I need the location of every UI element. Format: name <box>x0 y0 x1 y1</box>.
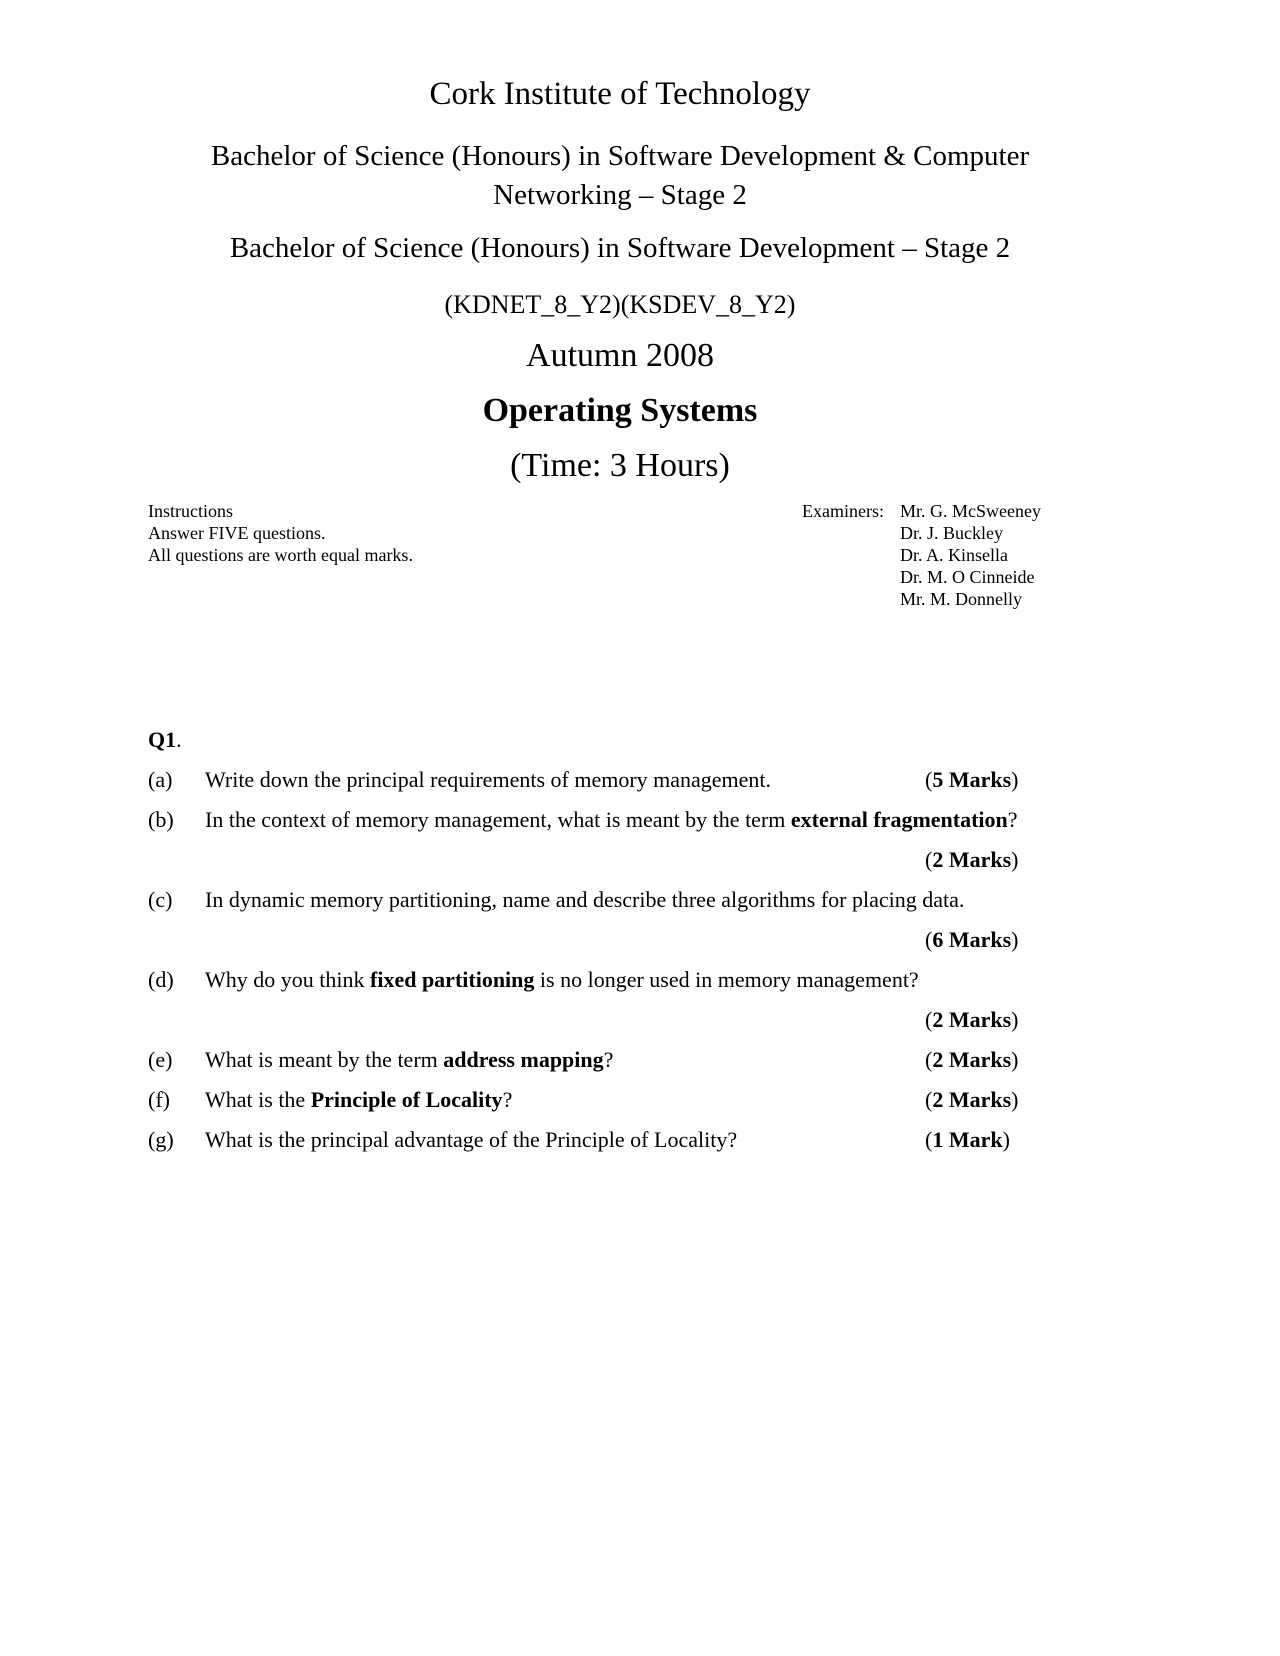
examiner-name: Mr. G. McSweeney <box>900 501 1041 521</box>
marks-open: ( <box>925 1007 933 1032</box>
part-c-marks <box>925 927 1018 953</box>
marks-close: ) <box>1011 767 1019 792</box>
marks-value: 2 Marks <box>932 1047 1012 1072</box>
marks-value: 2 Marks <box>932 1087 1012 1112</box>
part-letter: (g) <box>148 1127 174 1152</box>
part-text-plain: In the context of memory management, what is meant by the term <box>205 807 791 832</box>
marks-open: ( <box>925 767 933 792</box>
part-text-plain: In dynamic memory partitioning, name and describe three algorithms for placing data. <box>205 887 965 912</box>
programme-title-alt: Bachelor of Science (Honours) in Software Development – Stage 2 <box>229 232 1011 264</box>
instructions-block <box>148 500 413 566</box>
marks-value: 1 Mark <box>932 1127 1003 1152</box>
part-text-plain: What is the <box>205 1087 311 1112</box>
part-letter: (a) <box>148 767 173 792</box>
examiners-label: Examiners: <box>802 501 884 521</box>
part-f-marks <box>925 1087 1018 1113</box>
part-letter: (e) <box>148 1047 173 1072</box>
marks-open: ( <box>925 1127 933 1152</box>
part-a-marks <box>925 767 1018 793</box>
part-b-marks <box>925 847 1018 873</box>
examiners-block <box>802 500 1041 610</box>
marks-open: ( <box>925 847 933 872</box>
marks-close: ) <box>1002 1127 1010 1152</box>
part-text <box>205 1047 613 1073</box>
marks-value: 5 Marks <box>932 767 1012 792</box>
part-text <box>205 967 919 993</box>
part-text <box>205 767 771 793</box>
marks-close: ) <box>1011 847 1019 872</box>
exam-session: Autumn 2008 <box>526 337 714 374</box>
programme-title-line1: Bachelor of Science (Honours) in Software Development & Computer <box>210 140 1030 172</box>
part-text <box>205 1087 512 1113</box>
programme-title <box>0 137 1240 215</box>
part-text-term: fixed partitioning <box>370 967 535 992</box>
marks-close: ) <box>1011 1007 1019 1032</box>
part-d-marks <box>925 1007 1018 1033</box>
question-label <box>148 727 182 753</box>
marks-value: 6 Marks <box>932 927 1012 952</box>
question-dot: . <box>176 727 182 752</box>
institution-name: Cork Institute of Technology <box>429 76 811 112</box>
part-letter: (b) <box>148 807 174 832</box>
part-text-plain: ? <box>1007 807 1018 832</box>
marks-value: 2 Marks <box>932 1007 1012 1032</box>
instructions-line: Answer FIVE questions. <box>148 523 326 543</box>
examiner-name: Dr. J. Buckley <box>900 523 1003 543</box>
part-text <box>205 887 964 913</box>
marks-close: ) <box>1011 927 1019 952</box>
marks-value: 2 Marks <box>932 847 1012 872</box>
part-text-plain: What is the principal advantage of the Principle of Locality? <box>205 1127 738 1152</box>
part-text-term: external fragmentation <box>790 807 1008 832</box>
programme-title-line2: Networking – Stage 2 <box>493 179 747 211</box>
part-letter: (f) <box>148 1087 170 1112</box>
question-number: Q1 <box>148 727 177 752</box>
part-text-term: Principle of Locality <box>310 1087 503 1112</box>
part-text-plain: Write down the principal requirements of memory management. <box>205 767 772 792</box>
examiner-name: Mr. M. Donnelly <box>900 589 1023 609</box>
marks-open: ( <box>925 1087 933 1112</box>
instructions-line: All questions are worth equal marks. <box>148 545 413 565</box>
part-e-marks <box>925 1047 1018 1073</box>
course-codes: (KDNET_8_Y2)(KSDEV_8_Y2) <box>444 290 796 319</box>
part-text <box>205 807 1018 833</box>
part-text-term: address mapping <box>443 1047 604 1072</box>
part-text-plain: What is meant by the term <box>205 1047 444 1072</box>
marks-open: ( <box>925 1047 933 1072</box>
part-letter: (d) <box>148 967 174 992</box>
part-text-plain: Why do you think <box>205 967 370 992</box>
marks-close: ) <box>1011 1087 1019 1112</box>
instructions-title: Instructions <box>148 501 233 521</box>
marks-close: ) <box>1011 1047 1019 1072</box>
part-text-plain: is no longer used in memory management? <box>534 967 919 992</box>
examiner-name: Dr. M. O Cinneide <box>900 567 1035 587</box>
part-letter: (c) <box>148 887 173 912</box>
examiner-name: Dr. A. Kinsella <box>900 545 1008 565</box>
marks-open: ( <box>925 927 933 952</box>
part-text <box>205 1127 737 1153</box>
part-text-plain: ? <box>502 1087 513 1112</box>
examiners-list <box>900 500 1041 610</box>
exam-duration: (Time: 3 Hours) <box>510 447 730 484</box>
subject-title: Operating Systems <box>482 392 758 429</box>
part-text-plain: ? <box>603 1047 614 1072</box>
part-g-marks <box>925 1127 1010 1153</box>
